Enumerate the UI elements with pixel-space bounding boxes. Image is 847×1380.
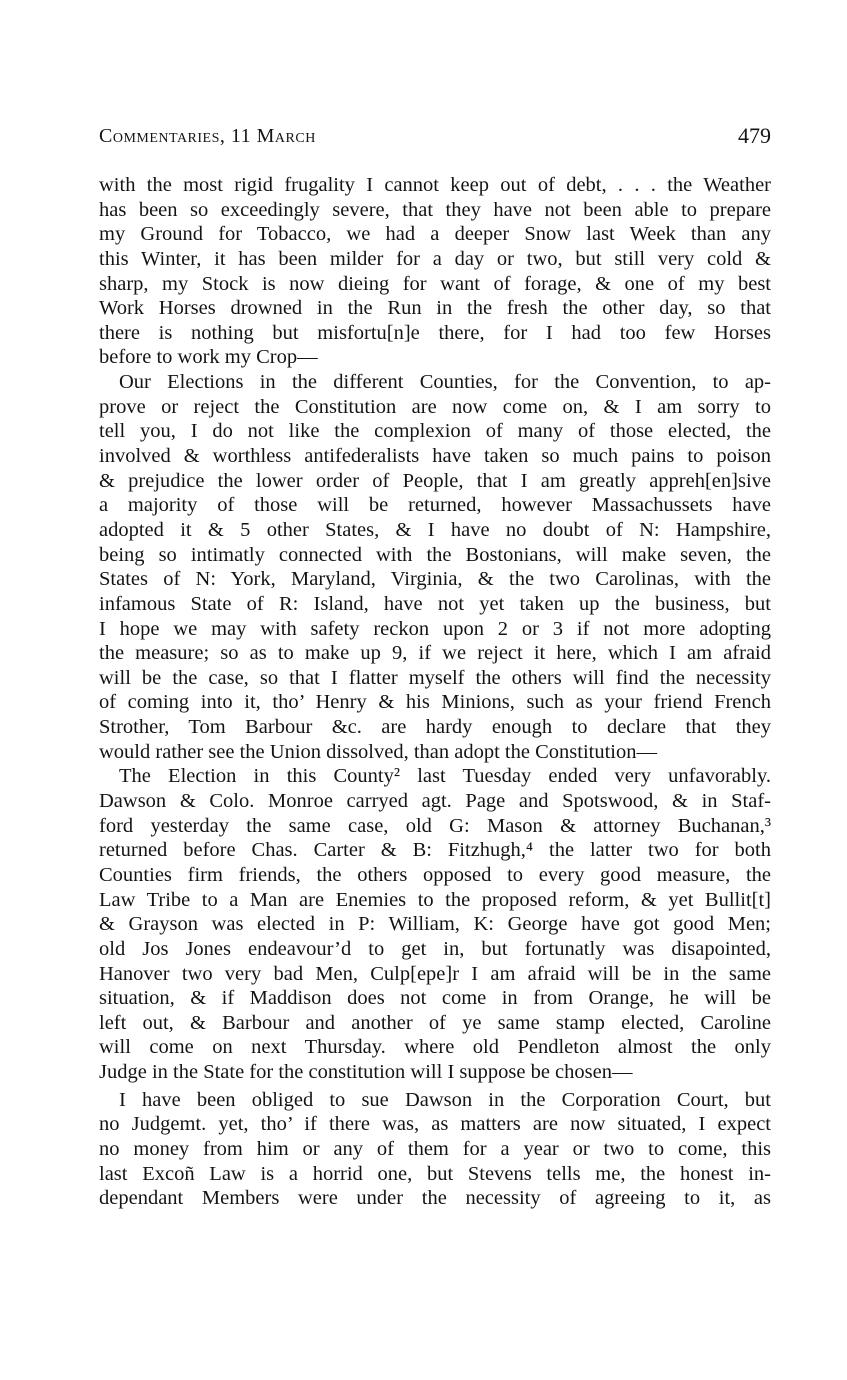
- text-line: of coming into it, tho’ Henry & his Minions, such as your friend French: [99, 691, 771, 714]
- text-line: Hanover two very bad Men, Culp[epe]r I am afraid will be in the same: [99, 962, 771, 985]
- text-line: involved & worthless antifederalists have taken so much pains to poison: [99, 445, 771, 468]
- text-line: tell you, I do not like the complexion of many of those elected, the: [99, 420, 771, 443]
- text-line: this Winter, it has been milder for a day or two, but still very cold &: [99, 247, 771, 270]
- text-line: Dawson & Colo. Monroe carryed agt. Page and Spotswood, & in Staf-: [99, 790, 771, 813]
- paragraph: [99, 1088, 771, 1211]
- paragraph: [99, 764, 771, 1084]
- text-line: being so intimatly connected with the Bostonians, will make seven, the: [99, 543, 771, 566]
- text-line: & Grayson was elected in P: William, K: George have got good Men;: [99, 913, 771, 936]
- text-line: no money from him or any of them for a year or two to come, this: [99, 1137, 771, 1160]
- text-line: my Ground for Tobacco, we had a deeper Snow last Week than any: [99, 223, 771, 246]
- text-line: States of N: York, Maryland, Virginia, & the two Carolinas, with the: [99, 568, 771, 591]
- text-line: a majority of those will be returned, however Massachussets have: [99, 494, 771, 517]
- text-line: & prejudice the lower order of People, that I am greatly appreh[en]sive: [99, 469, 771, 492]
- text-line: prove or reject the Constitution are now come on, & I am sorry to: [99, 395, 771, 418]
- text-line: the measure; so as to make up 9, if we reject it here, which I am afraid: [99, 642, 771, 665]
- text-line: dependant Members were under the necessity of agreeing to it, as: [99, 1187, 771, 1210]
- text-line: Law Tribe to a Man are Enemies to the proposed reform, & yet Bullit[t]: [99, 888, 771, 911]
- text-line: no Judgemt. yet, tho’ if there was, as matters are now situated, I expect: [99, 1113, 771, 1136]
- text-line: returned before Chas. Carter & B: Fitzhugh,⁴ the latter two for both: [99, 839, 771, 862]
- page-number: 479: [738, 123, 771, 148]
- text-line: ford yesterday the same case, old G: Mason & attorney Buchanan,³: [99, 814, 771, 837]
- text-line: Counties firm friends, the others opposed to every good measure, the: [99, 863, 771, 886]
- text-line: adopted it & 5 other States, & I have no doubt of N: Hampshire,: [99, 518, 771, 541]
- text-line: I hope we may with safety reckon upon 2 or 3 if not more adopting: [99, 617, 771, 640]
- text-line: last Excoñ Law is a horrid one, but Stevens tells me, the honest in-: [99, 1162, 771, 1185]
- text-line: Judge in the State for the constitution will I suppose be chosen—: [99, 1061, 633, 1084]
- text-line: old Jos Jones endeavour’d to get in, but fortunatly was disapointed,: [99, 937, 771, 960]
- text-line: would rather see the Union dissolved, than adopt the Constitution—: [99, 740, 657, 763]
- text-line: will be the case, so that I flatter myself the others will find the necessity: [99, 666, 771, 689]
- text-line: will come on next Thursday. where old Pendleton almost the only: [99, 1036, 771, 1059]
- text-line: sharp, my Stock is now dieing for want of forage, & one of my best: [99, 272, 771, 295]
- text-line: situation, & if Maddison does not come in from Orange, he will be: [99, 987, 771, 1010]
- text-line: with the most rigid frugality I cannot keep out of debt, . . . the Weather: [99, 174, 771, 196]
- body-text: [99, 173, 771, 1211]
- text-line: before to work my Crop—: [99, 346, 318, 369]
- text-line: has been so exceedingly severe, that they have not been able to prepare: [99, 198, 771, 221]
- text-line: I have been obliged to sue Dawson in the Corporation Court, but: [119, 1088, 771, 1111]
- text-line: infamous State of R: Island, have not yet taken up the business, but: [99, 592, 771, 615]
- text-line: The Election in this County² last Tuesday ended very unfavorably.: [119, 765, 771, 788]
- paragraph: [99, 173, 771, 370]
- text-line: left out, & Barbour and another of ye same stamp elected, Caroline: [99, 1011, 771, 1034]
- running-title: Commentaries, 11 March: [99, 125, 316, 147]
- paragraph: [99, 370, 771, 764]
- text-line: there is nothing but misfortu[n]e there, for I had too few Horses: [99, 321, 771, 344]
- running-head: [99, 125, 771, 155]
- text-line: Our Elections in the different Counties, for the Convention, to ap-: [119, 371, 771, 394]
- text-line: Strother, Tom Barbour &c. are hardy enough to declare that they: [99, 716, 771, 739]
- text-line: Work Horses drowned in the Run in the fresh the other day, so that: [99, 297, 771, 320]
